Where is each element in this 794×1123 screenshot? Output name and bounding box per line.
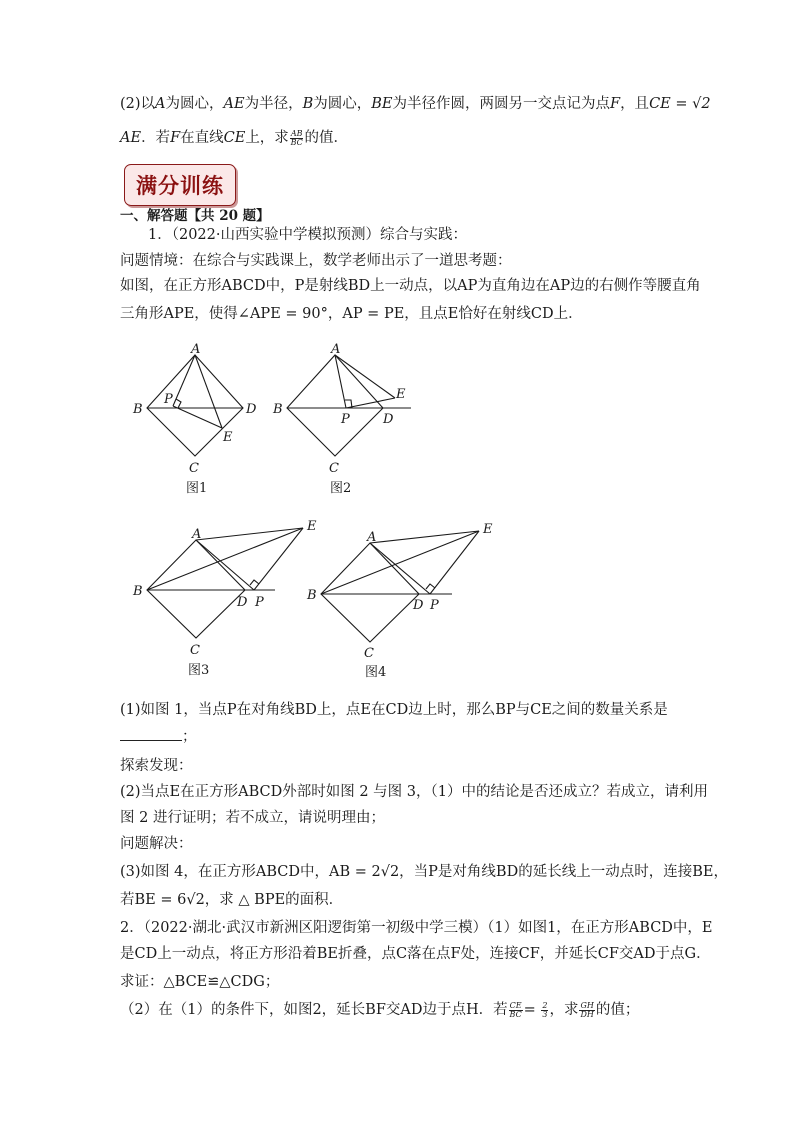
q2-line4: （2）在（1）的条件下，如图2，延长BF交AD边于点H．若 $\frac{CE}{BC}$ = $\frac{2}{3}$ ，求 $\frac{GH}{DH}$ 的值； <box>120 1000 640 1019</box>
fig1-label-c: C <box>189 461 199 476</box>
q1-situation: 问题情境：在综合与实践课上，数学老师出示了一道思考题： <box>120 253 512 269</box>
fig2-label-p: P <box>341 412 350 427</box>
figure-2 <box>272 342 411 496</box>
q1-part3-line1: (3)如图 4，在正方形ABCD中，AB = 2√2，当P是对角线BD的延长线上一动点时，连接BE， <box>120 864 728 880</box>
section-title: 一、解答题【共 20 题】 <box>120 208 270 224</box>
q1-body-line1: 如图，在正方形ABCD中，P是射线BD上一动点，以AP为直角边在AP边的右侧作等腰直角 <box>120 278 701 294</box>
full-score-training-banner: 满分训练 <box>124 164 236 206</box>
answer-blank <box>120 726 182 741</box>
q1-part1: (1)如图 1，当点P在对角线BD上，点E在CD边上时，那么BP与CE之间的数量关系是 <box>120 702 668 718</box>
q2-line1: 2．（2022·湖北·武汉市新洲区阳逻街第一初级中学三模）（1）如图1，在正方形ABCD中，E <box>120 920 713 936</box>
fig2-label-c: C <box>329 461 339 476</box>
figure-4 <box>306 522 493 680</box>
fraction-ce-bc: $\frac{CE}{BC}$ <box>509 1000 522 1019</box>
fig4-label-d: D <box>413 598 424 613</box>
fig3-label-e: E <box>307 519 317 534</box>
fig3-label-d: D <box>237 595 248 610</box>
fig2-label-d: D <box>383 412 394 427</box>
fraction-two-thirds: $\frac{2}{3}$ <box>542 1000 548 1019</box>
fig1-label-a: A <box>191 342 201 357</box>
fig1-label-d: D <box>246 402 257 417</box>
figure-3 <box>132 519 317 678</box>
q1-solve-heading: 问题解决： <box>120 836 193 852</box>
fig2-caption: 图2 <box>330 481 352 496</box>
q1-part2-line1: (2)当点E在正方形ABCD外部时如图 2 与图 3，（1）中的结论是否还成立？若成立，请利用 <box>120 784 708 800</box>
fig4-label-e: E <box>483 522 493 537</box>
q1-header: 1．（2022·山西实验中学模拟预测）综合与实践： <box>148 227 467 243</box>
fig2-label-a: A <box>331 342 341 357</box>
q1-part3-line2: 若BE = 6√2，求 △ BPE的面积． <box>120 892 344 908</box>
fig3-label-a: A <box>192 527 202 542</box>
q2-line3: 求证：△BCE≌△CDG； <box>120 974 280 990</box>
q1-part2-line2: 图 2 进行证明；若不成立，请说明理由； <box>120 810 385 826</box>
fig3-label-p: P <box>255 595 264 610</box>
fig4-label-c: C <box>364 646 374 661</box>
fig3-label-b: B <box>133 584 143 599</box>
fig3-caption: 图3 <box>188 663 210 678</box>
q1-explore-heading: 探索发现： <box>120 758 193 774</box>
fraction-ab-bc: $\frac{AB}{BC}$ <box>290 128 303 147</box>
fig1-label-e: E <box>223 430 233 445</box>
q2-line2: 是CD上一动点，将正方形沿着BE折叠，点C落在点F处，连接CF，并延长CF交AD于点G． <box>120 946 711 962</box>
q1-body-line2: 三角形APE，使得∠APE = 90°，AP = PE，且点E恰好在射线CD上． <box>120 306 583 322</box>
fig2-label-e: E <box>396 387 406 402</box>
prev-problem-line2: AE．若F在直线CE上，求 $\frac{AB}{BC}$ 的值． <box>120 128 348 147</box>
fraction-gh-dh: $\frac{GH}{DH}$ <box>580 1000 594 1019</box>
q1-part1-answer: ； <box>120 726 197 747</box>
fig4-label-p: P <box>430 598 439 613</box>
prev-problem-line1: (2)以A为圆心，AE为半径，B为圆心，BE为半径作圆，两圆另一交点记为点F，且CE = √2 <box>120 96 711 112</box>
fig4-caption: 图4 <box>365 665 387 680</box>
fig1-caption: 图1 <box>186 481 208 496</box>
fig1-label-b: B <box>133 402 143 417</box>
fig4-label-a: A <box>367 530 377 545</box>
fig4-label-b: B <box>307 588 317 603</box>
figure-1 <box>132 342 257 496</box>
fig2-label-b: B <box>273 402 283 417</box>
fig1-label-p: P <box>164 392 173 407</box>
fig3-label-c: C <box>190 643 200 658</box>
